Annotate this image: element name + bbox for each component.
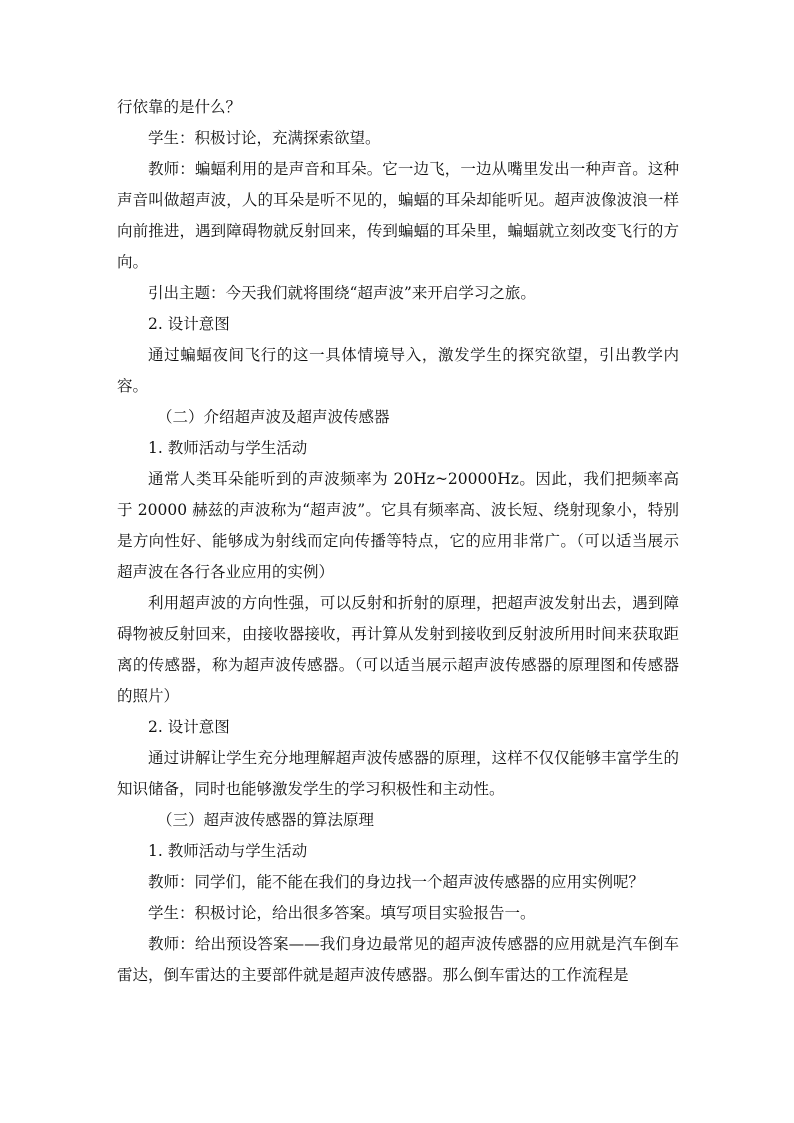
document-body	[117, 92, 679, 991]
subheading-activities: 1. 教师活动与学生活动	[148, 842, 308, 860]
paragraph-sensor-definition: 利用超声波的方向性强，可以反射和折射的原理，把超声波发射出去，遇到障碍物被反射回来，由接收器接收，再计算从发射到接收到反射波所用时间来获取距离的传感器，称为超声波传感器。（可以适当展示超声波传感器的原理图和传感器的照片）	[117, 594, 679, 705]
paragraph-continuation: 行依靠的是什么？	[117, 98, 242, 116]
paragraph-student-discussion: 学生：积极讨论，充满探索欲望。	[148, 129, 381, 147]
paragraph-teacher-bat-explanation: 教师：蝙蝠利用的是声音和耳朵。它一边飞，一边从嘴里发出一种声音。这种声音叫做超声波，人的耳朵是听不见的，蝙蝠的耳朵却能听见。超声波像波浪一样向前推进，遇到障碍物就反射回来，传到蝙蝠的耳朵里，蝙蝠就立刻改变飞行的方向。	[117, 160, 679, 271]
section-heading-ultrasonic-intro: （二）介绍超声波及超声波传感器	[157, 408, 390, 426]
subheading-design-intent: 2. 设计意图	[148, 718, 230, 736]
paragraph-student-answers: 学生：积极讨论，给出很多答案。填写项目实验报告一。	[148, 904, 536, 922]
paragraph-design-intent: 通过蝙蝠夜间飞行的这一具体情境导入，激发学生的探究欲望，引出教学内容。	[117, 346, 679, 395]
section-heading-algorithm: （三）超声波传感器的算法原理	[157, 811, 375, 829]
subheading-activities: 1. 教师活动与学生活动	[148, 439, 308, 457]
subheading-design-intent: 2. 设计意图	[148, 315, 230, 333]
paragraph-teacher-answer: 教师：给出预设答案——我们身边最常见的超声波传感器的应用就是汽车倒车雷达，倒车雷达的主要部件就是超声波传感器。那么倒车雷达的工作流程是	[117, 935, 679, 984]
paragraph-topic-intro: 引出主题：今天我们就将围绕“超声波”来开启学习之旅。	[148, 284, 536, 302]
paragraph-design-intent: 通过讲解让学生充分地理解超声波传感器的原理，这样不仅仅能够丰富学生的知识储备，同时也能够激发学生的学习积极性和主动性。	[117, 749, 679, 798]
paragraph-ultrasonic-definition: 通常人类耳朵能听到的声波频率为 20Hz~20000Hz。因此，我们把频率高于 20000 赫兹的声波称为“超声波”。它具有频率高、波长短、绕射现象小，特别是方向性好、能够成为射线而定向传播等特点，它的应用非常广。（可以适当展示超声波在各行各业应用的实例）	[117, 470, 679, 581]
paragraph-teacher-question: 教师：同学们，能不能在我们的身边找一个超声波传感器的应用实例呢？	[148, 873, 645, 891]
